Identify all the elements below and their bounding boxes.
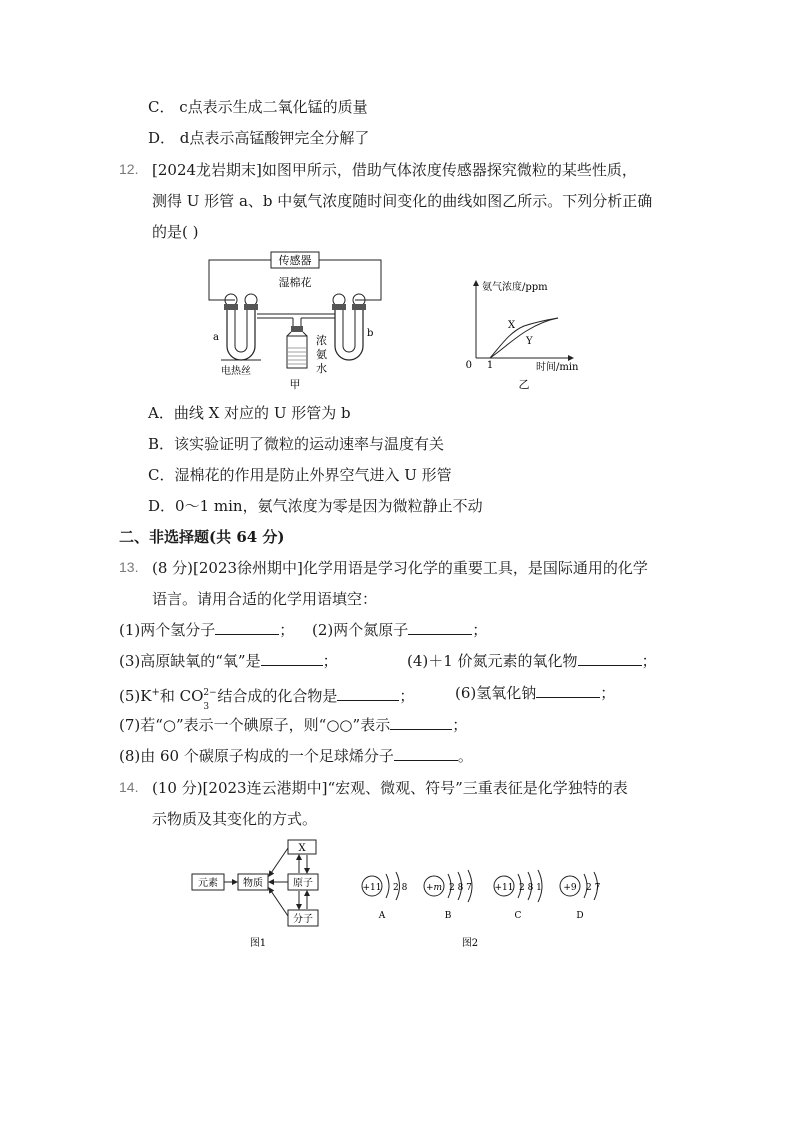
q13-item-6: (6)氢氧化钠 ； (455, 684, 616, 702)
svg-text:2 8: 2 8 (393, 883, 408, 893)
figure-yi-caption: 乙 (518, 378, 530, 391)
svg-text:2 8 1: 2 8 1 (519, 883, 542, 893)
svg-text:+m: +m (425, 883, 443, 893)
cotton-label: 湿棉花 (278, 276, 312, 289)
svg-text:原子: 原子 (293, 878, 313, 889)
atom-structure-diagrams (352, 862, 622, 952)
q12-number: 12. (119, 161, 139, 177)
curve-x-label: X (508, 320, 516, 331)
graph-origin: 0 (466, 360, 472, 371)
heater-label: 电热丝 (221, 366, 251, 377)
curve-y-label: Y (526, 336, 533, 347)
relationship-diagram (190, 836, 330, 952)
curve-x (476, 318, 558, 358)
ammonia-label-2: 氨 (316, 348, 327, 361)
section-2-heading: 二、非选择题(共 64 分) (119, 528, 285, 546)
q13-item-7: (7)若“○”表示一个碘原子，则“○○”表示 ； (119, 716, 468, 734)
curve-y (490, 318, 558, 358)
answer-blank-2[interactable] (408, 620, 472, 635)
q13-item-5: (5)K+和 CO 2− 3 结合成的化合物是 ； (119, 687, 415, 712)
svg-text:B: B (444, 911, 452, 921)
answer-blank-7[interactable] (390, 715, 452, 730)
q13-item-1: (1)两个氢分子 ； (119, 621, 295, 639)
svg-text:元素: 元素 (198, 878, 218, 889)
svg-text:2 7: 2 7 (586, 883, 601, 893)
tube-a-label: a (213, 332, 219, 343)
q14-number: 14. (119, 779, 139, 795)
q13-stem-line2: 语言。请用合适的化学用语填空： (152, 590, 378, 608)
svg-text:X: X (298, 843, 306, 854)
q12-stem-line2: 测得 U 形管 a、b 中氨气浓度随时间变化的曲线如图乙所示。下列分析正确 (152, 192, 653, 210)
q11-option-c: C． c点表示生成二氧化锰的质量 (148, 98, 368, 116)
q12-option-b: B．该实验证明了微粒的运动速率与温度有关 (148, 435, 445, 453)
answer-blank-8[interactable] (394, 746, 458, 761)
answer-blank-5[interactable] (337, 686, 399, 701)
svg-text:分子: 分子 (293, 914, 313, 925)
q13-number: 13. (119, 559, 139, 575)
q13-item-3: (3)高原缺氧的“氧”是 ； (119, 652, 338, 670)
figure-2-caption: 图2 (461, 938, 479, 949)
answer-blank-6[interactable] (536, 683, 600, 698)
svg-text:+11: +11 (362, 883, 382, 893)
svg-text:D: D (576, 911, 584, 921)
atom-c (494, 870, 542, 921)
graph-tick-1: 1 (486, 360, 494, 371)
answer-blank-1[interactable] (215, 620, 279, 635)
atom-d (560, 872, 601, 921)
ammonia-label-3: 水 (316, 362, 327, 375)
q12-stem-line3: 的是( ) (152, 223, 199, 241)
q14-stem-line2: 示物质及其变化的方式。 (152, 810, 318, 828)
svg-text:物质: 物质 (243, 878, 263, 889)
figure-1-caption: 图1 (249, 938, 267, 949)
figure-jia-caption: 甲 (289, 378, 301, 391)
graph-x-label: 时间/min (536, 362, 579, 373)
tube-b-label: b (367, 328, 374, 339)
q12-option-d: D．0～1 min，氨气浓度为零是因为微粒静止不动 (148, 497, 483, 515)
q11-option-d: D． d点表示高锰酸钾完全分解了 (148, 129, 370, 147)
svg-text:A: A (378, 911, 386, 921)
svg-text:+9: +9 (563, 883, 577, 893)
graph-y-label: 氨气浓度/ppm (482, 282, 548, 293)
q14-stem-line1: (10 分)[2023连云港期中]“宏观、微观、符号”三重表征是化学独特的表 (152, 779, 628, 797)
ammonia-label-1: 浓 (316, 334, 327, 347)
answer-blank-4[interactable] (578, 651, 642, 666)
q12-option-c: C．湿棉花的作用是防止外界空气进入 U 形管 (148, 466, 452, 484)
q13-item-8: (8)由 60 个碳原子构成的一个足球烯分子 。 (119, 747, 473, 765)
q13-item-4: (4)＋1 价氮元素的氧化物 ； (407, 652, 657, 670)
q13-item-2: (2)两个氮原子 ； (312, 621, 488, 639)
q12-option-a: A．曲线 X 对应的 U 形管为 b (148, 404, 351, 422)
svg-text:C: C (514, 911, 522, 921)
concentration-graph (466, 278, 591, 394)
answer-blank-3[interactable] (261, 651, 323, 666)
q12-stem-line1: [2024龙岩期末]如图甲所示，借助气体浓度传感器探究微粒的某些性质， (152, 161, 637, 179)
apparatus-figure (205, 248, 395, 394)
atom-b (424, 870, 472, 921)
q13-stem-line1: (8 分)[2023徐州期中]化学用语是学习化学的重要工具，是国际通用的化学 (152, 559, 648, 577)
sensor-label: 传感器 (278, 254, 312, 267)
svg-text:+11: +11 (494, 883, 514, 893)
svg-text:2 8 7: 2 8 7 (449, 883, 472, 893)
atom-a (362, 872, 408, 921)
